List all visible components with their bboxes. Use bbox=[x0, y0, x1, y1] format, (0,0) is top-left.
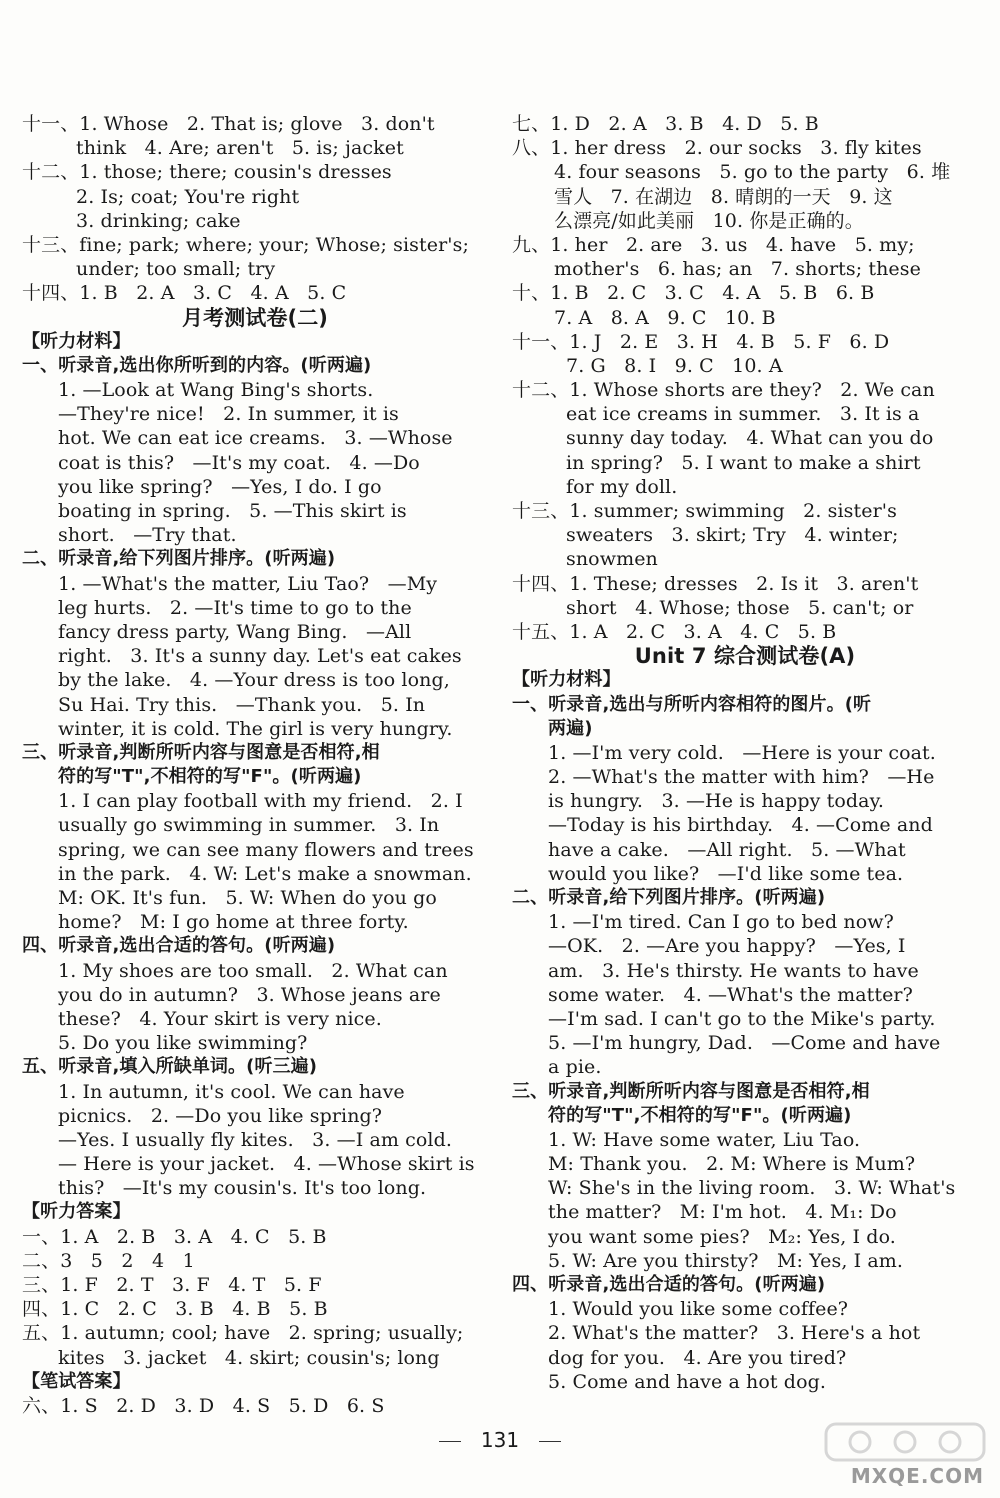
question-heading: 符的写"T",不相符的写"F"。(听两遍) bbox=[548, 1104, 852, 1126]
text-line: a pie. bbox=[548, 1056, 602, 1079]
text-line: spring, we can see many flowers and trees bbox=[58, 838, 474, 861]
answer-line: in spring? 5. I want to make a shirt bbox=[566, 451, 921, 474]
answer-line: 4. four seasons 5. go to the party 6. 堆 bbox=[554, 161, 951, 184]
text-line: 2. —What's the matter with him? —He bbox=[548, 766, 935, 789]
answer-line: 十、1. B 2. C 3. C 4. A 5. B 6. B bbox=[512, 282, 875, 305]
question-heading: 三、听录音,判断所听内容与图意是否相符,相 bbox=[512, 1080, 870, 1102]
text-line: —Yes. I usually fly kites. 3. —I am cold. bbox=[58, 1128, 453, 1151]
text-line: M: OK. It's fun. 5. W: When do you go bbox=[58, 887, 437, 909]
text-line: usually go swimming in summer. 3. In bbox=[58, 814, 440, 837]
question-heading: 二、听录音,给下列图片排序。(听两遍) bbox=[22, 548, 336, 570]
text-line: in the park. 4. W: Let's make a snowman. bbox=[58, 862, 472, 885]
answer-line: 十五、1. A 2. C 3. A 4. C 5. B bbox=[512, 620, 837, 643]
page-number-dash-right bbox=[539, 1441, 561, 1442]
watermark-text: MXQE.COM bbox=[850, 1464, 984, 1488]
answer-line: 六、1. S 2. D 3. D 4. S 5. D 6. S bbox=[22, 1394, 385, 1417]
answer-line: kites 3. jacket 4. skirt; cousin's; long bbox=[58, 1346, 440, 1369]
text-line: 1. —Look at Wang Bing's shorts. bbox=[58, 379, 374, 402]
section-header: 【笔试答案】 bbox=[22, 1370, 131, 1392]
text-line: 5. Do you like swimming? bbox=[58, 1032, 308, 1055]
text-line: think 4. Are; aren't 5. is; jacket bbox=[76, 137, 404, 160]
text-line: is hungry. 3. —He is happy today. bbox=[548, 790, 885, 813]
text-line: short. —Try that. bbox=[58, 524, 237, 547]
question-heading: 两遍) bbox=[548, 717, 593, 739]
answer-line: 十三、1. summer; swimming 2. sister's bbox=[512, 500, 897, 522]
text-line: —I'm sad. I can't go to the Mike's party. bbox=[548, 1007, 936, 1030]
text-line: the matter? M: I'm hot. 4. M₁: Do bbox=[548, 1201, 897, 1224]
text-line: 十三、fine; park; where; your; Whose; sister's; bbox=[22, 233, 469, 256]
answer-line: 雪人 7. 在湖边 8. 晴朗的一天 9. 这 bbox=[554, 185, 893, 208]
answer-line: 十二、1. Whose shorts are they? 2. We can bbox=[512, 379, 935, 402]
text-line: 3. drinking; cake bbox=[76, 209, 241, 232]
text-line: 1. —What's the matter, Liu Tao? —My bbox=[58, 572, 438, 595]
answer-line: 八、1. her dress 2. our socks 3. fly kites bbox=[512, 137, 922, 160]
text-line: you like spring? —Yes, I do. I go bbox=[58, 475, 382, 498]
answer-line: 二、3 5 2 4 1 bbox=[22, 1249, 195, 1272]
text-line: 十四、1. B 2. A 3. C 4. A 5. C bbox=[22, 282, 347, 305]
text-line: picnics. 2. —Do you like spring? bbox=[58, 1104, 383, 1127]
question-heading: 三、听录音,判断所听内容与图意是否相符,相 bbox=[22, 741, 380, 763]
answer-line: for my doll. bbox=[566, 475, 678, 498]
text-line: 2. What's the matter? 3. Here's a hot bbox=[548, 1322, 921, 1345]
text-line: 1. I can play football with my friend. 2. I bbox=[58, 790, 463, 813]
text-line: under; too small; try bbox=[76, 258, 276, 281]
text-line: W: She's in the living room. 3. W: What's bbox=[548, 1177, 956, 1200]
text-line: hot. We can eat ice creams. 3. —Whose bbox=[58, 427, 453, 450]
question-heading: 符的写"T",不相符的写"F"。(听两遍) bbox=[58, 766, 362, 788]
question-heading: 一、听录音,选出与所听内容相符的图片。(听 bbox=[512, 693, 872, 715]
text-line: by the lake. 4. —Your dress is too long, bbox=[58, 669, 450, 692]
text-line: fancy dress party, Wang Bing. —All bbox=[58, 620, 412, 643]
text-line: would you like? —I'd like some tea. bbox=[548, 862, 904, 885]
text-line: —OK. 2. —Are you happy? —Yes, I bbox=[548, 935, 906, 958]
text-line: you do in autumn? 3. Whose jeans are bbox=[58, 983, 441, 1006]
answer-line: 一、1. A 2. B 3. A 4. C 5. B bbox=[22, 1225, 327, 1248]
page-number-value: 131 bbox=[480, 1428, 520, 1452]
answer-line: sweaters 3. skirt; Try 4. winter; bbox=[566, 524, 899, 547]
text-line: boating in spring. 5. —This skirt is bbox=[58, 500, 407, 522]
text-line: these? 4. Your skirt is very nice. bbox=[58, 1007, 382, 1030]
question-heading: 四、听录音,选出合适的答句。(听两遍) bbox=[22, 935, 336, 957]
answer-line: 么漂亮/如此美丽 10. 你是正确的。 bbox=[554, 209, 864, 232]
text-line: home? M: I go home at three forty. bbox=[58, 911, 409, 934]
answer-line: 十一、1. J 2. E 3. H 4. B 5. F 6. D bbox=[512, 330, 890, 353]
text-line: have a cake. —All right. 5. —What bbox=[548, 838, 906, 861]
text-line: right. 3. It's a sunny day. Let's eat cakes bbox=[58, 645, 462, 668]
answer-line: short 4. Whose; those 5. can't; or bbox=[566, 596, 914, 619]
text-line: 1. My shoes are too small. 2. What can bbox=[58, 959, 448, 982]
text-line: this? —It's my cousin's. It's too long. bbox=[58, 1177, 427, 1200]
answer-line: sunny day today. 4. What can you do bbox=[566, 427, 934, 450]
text-line: 1. —I'm very cold. —Here is your coat. bbox=[548, 741, 936, 764]
question-heading: 二、听录音,给下列图片排序。(听两遍) bbox=[512, 887, 826, 908]
answer-line: 五、1. autumn; cool; have 2. spring; usually; bbox=[22, 1322, 464, 1345]
right-column bbox=[512, 112, 978, 1394]
answer-line: 三、1. F 2. T 3. F 4. T 5. F bbox=[22, 1274, 322, 1296]
question-heading: 四、听录音,选出合适的答句。(听两遍) bbox=[512, 1274, 826, 1295]
answer-line: 十四、1. These; dresses 2. Is it 3. aren't bbox=[512, 572, 919, 595]
section-title: Unit 7 综合测试卷(A) bbox=[634, 644, 856, 669]
section-header: 【听力材料】 bbox=[512, 669, 621, 691]
question-heading: 五、听录音,填入所缺单词。(听三遍) bbox=[22, 1056, 318, 1078]
text-line: 1. —I'm tired. Can I go to bed now? bbox=[548, 911, 894, 934]
text-line: coat is this? —It's my coat. 4. —Do bbox=[58, 451, 420, 474]
text-line: 十一、1. Whose 2. That is; glove 3. don't bbox=[22, 113, 435, 135]
answer-line: 四、1. C 2. C 3. B 4. B 5. B bbox=[22, 1298, 328, 1321]
question-heading: 一、听录音,选出你所听到的内容。(听两遍) bbox=[22, 354, 372, 376]
text-line: 十二、1. those; there; cousin's dresses bbox=[22, 161, 392, 184]
answer-line: snowmen bbox=[566, 548, 658, 571]
left-column bbox=[22, 112, 488, 1418]
answer-line: 7. A 8. A 9. C 10. B bbox=[554, 306, 776, 329]
text-line: Su Hai. Try this. —Thank you. 5. In bbox=[58, 693, 426, 716]
text-line: leg hurts. 2. —It's time to go to the bbox=[58, 596, 412, 619]
text-line: you want some pies? M₂: Yes, I do. bbox=[548, 1225, 896, 1248]
text-line: 5. Come and have a hot dog. bbox=[548, 1370, 827, 1393]
text-line: 5. W: Are you thirsty? M: Yes, I am. bbox=[548, 1249, 904, 1272]
page-number-dash-left bbox=[439, 1441, 461, 1442]
section-title: 月考测试卷(二) bbox=[182, 305, 328, 330]
answer-line: 7. G 8. I 9. C 10. A bbox=[566, 354, 783, 377]
text-line: 2. Is; coat; You're right bbox=[76, 185, 300, 208]
answer-line: eat ice creams in summer. 3. It is a bbox=[566, 403, 920, 426]
answer-line: 九、1. her 2. are 3. us 4. have 5. my; bbox=[512, 233, 915, 256]
text-line: 1. In autumn, it's cool. We can have bbox=[58, 1080, 405, 1103]
text-line: 1. W: Have some water, Liu Tao. bbox=[548, 1128, 861, 1151]
section-header: 【听力答案】 bbox=[22, 1201, 131, 1223]
text-line: 5. —I'm hungry, Dad. —Come and have bbox=[548, 1032, 941, 1055]
answer-line: 七、1. D 2. A 3. B 4. D 5. B bbox=[512, 113, 819, 135]
text-line: dog for you. 4. Are you tired? bbox=[548, 1346, 847, 1369]
text-line: —Today is his birthday. 4. —Come and bbox=[548, 814, 933, 837]
text-line: 1. Would you like some coffee? bbox=[548, 1298, 849, 1321]
text-line: am. 3. He's thirsty. He wants to have bbox=[548, 959, 919, 982]
text-line: — Here is your jacket. 4. —Whose skirt is bbox=[58, 1153, 475, 1176]
text-line: winter, it is cold. The girl is very hungry. bbox=[58, 717, 453, 740]
section-header: 【听力材料】 bbox=[22, 330, 131, 352]
answer-line: mother's 6. has; an 7. shorts; these bbox=[554, 258, 921, 281]
text-line: M: Thank you. 2. M: Where is Mum? bbox=[548, 1153, 916, 1176]
text-line: some water. 4. —What's the matter? bbox=[548, 983, 913, 1006]
text-line: —They're nice! 2. In summer, it is bbox=[58, 403, 399, 426]
